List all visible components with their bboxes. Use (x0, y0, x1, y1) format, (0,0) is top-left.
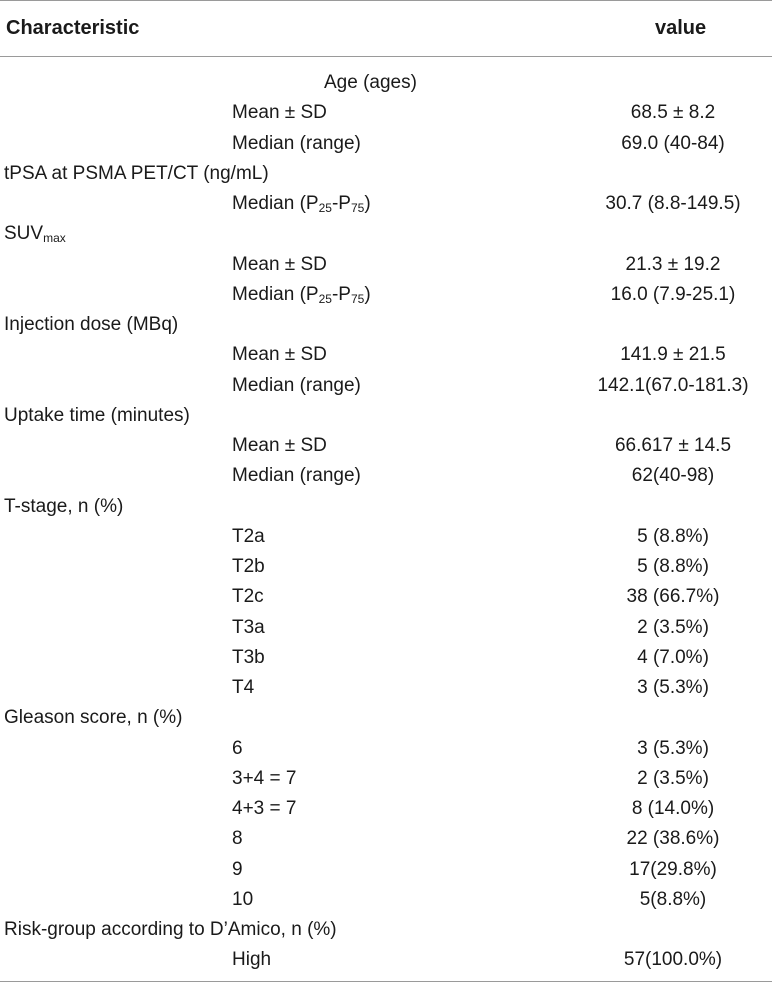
row-value: 4 (7.0%) (637, 646, 709, 668)
table-row (0, 250, 772, 280)
row-label: 6 (232, 737, 243, 759)
row-label: 4+3 = 7 (232, 798, 297, 819)
category-label: T-stage, n (%) (4, 495, 124, 517)
row-label: Mean ± SD (232, 344, 327, 366)
table-row (0, 98, 772, 128)
table-row (0, 855, 772, 885)
table-row (0, 310, 772, 340)
table-row (0, 945, 772, 975)
row-value: 142.1(67.0-181.3) (597, 374, 749, 396)
row-label: T3a (232, 616, 265, 638)
row-label: 10 (232, 888, 254, 910)
row-value: 8 (14.0%) (631, 798, 715, 819)
table-row (0, 159, 772, 189)
table-header (0, 0, 772, 56)
row-value: 5 (8.8%) (637, 525, 709, 547)
table-row (0, 431, 772, 461)
table-row (0, 340, 772, 370)
row-label: Median $(P_{25}-P_{75})$ (232, 193, 371, 215)
row-value: 3 (5.3%) (637, 737, 709, 759)
table-row (0, 734, 772, 764)
row-value: 3 (5.3%) (637, 677, 709, 698)
row-label: Median (range) (232, 132, 361, 154)
table-row (0, 129, 772, 159)
category-label: $SUV_{max}$ (4, 223, 66, 246)
row-value: 66.617 ± 14.5 (614, 435, 732, 456)
table-row (0, 643, 772, 673)
table-row (0, 703, 772, 733)
row-value: 141.9 ± 21.5 (620, 344, 726, 366)
table-row (0, 582, 772, 612)
category-label: Age (ages) (324, 72, 417, 93)
row-value: 2 (3.5%) (637, 616, 709, 638)
row-value: 5 (8.8%) (637, 556, 709, 577)
row-label: Median (range) (232, 465, 361, 487)
table-row (0, 371, 772, 401)
row-label: T2b (232, 556, 265, 577)
table-row (0, 552, 772, 582)
row-label: T2c (232, 586, 264, 608)
table-row (0, 885, 772, 915)
table-row (0, 280, 772, 310)
header-value: value (655, 17, 707, 39)
row-value: 17(29.8%) (629, 858, 717, 880)
category-label: Injection dose (MBq) (4, 314, 179, 335)
table-row (0, 461, 772, 491)
row-value: 22 (38.6%) (626, 828, 720, 850)
row-label: T4 (232, 677, 255, 698)
row-label: T3b (232, 646, 265, 668)
category-label: tPSA at PSMA PET/CT (ng/mL) (4, 162, 269, 184)
row-label: 9 (232, 858, 243, 880)
category-label: Risk-group according to D’Amico, n (%) (4, 919, 337, 940)
category-label: Gleason score, n (%) (4, 707, 183, 729)
row-value: 30.7 (8.8-149.5) (605, 193, 741, 214)
table-row (0, 824, 772, 854)
row-label: 8 (232, 828, 243, 850)
row-value: 57(100.0%) (623, 949, 723, 971)
row-label: Mean ± SD (232, 102, 327, 124)
header-characteristic: Characteristic (6, 17, 140, 39)
table-body (0, 68, 772, 976)
table-row (0, 522, 772, 552)
table-row (0, 492, 772, 522)
table-row (0, 68, 772, 98)
row-value: 62(40-98) (631, 465, 715, 487)
table-row (0, 613, 772, 643)
table-row (0, 401, 772, 431)
table-row (0, 764, 772, 794)
row-label: T2a (232, 525, 265, 547)
row-label: Median (range) (232, 374, 361, 396)
row-label: Mean ± SD (232, 253, 327, 275)
row-value: 5(8.8%) (639, 888, 707, 910)
row-value: 38 (66.7%) (626, 586, 720, 608)
row-value: 2 (3.5%) (637, 767, 709, 789)
row-value: 21.3 ± 19.2 (625, 253, 721, 275)
table-row (0, 219, 772, 249)
row-value: 69.0 (40-84) (621, 132, 725, 154)
table-row (0, 915, 772, 945)
table-row (0, 794, 772, 824)
category-label: Uptake time (minutes) (4, 404, 190, 426)
table-row (0, 673, 772, 703)
row-label: High (232, 949, 272, 971)
table-header-rule (0, 56, 772, 57)
row-value: 68.5 ± 8.2 (630, 102, 716, 124)
row-label: Median $(P_{25}-P_{75})$ (232, 283, 371, 306)
table-row (0, 189, 772, 219)
row-value: 16.0 (7.9-25.1) (610, 283, 736, 305)
row-label: 3+4 = 7 (232, 767, 297, 789)
row-label: Mean ± SD (232, 435, 327, 456)
